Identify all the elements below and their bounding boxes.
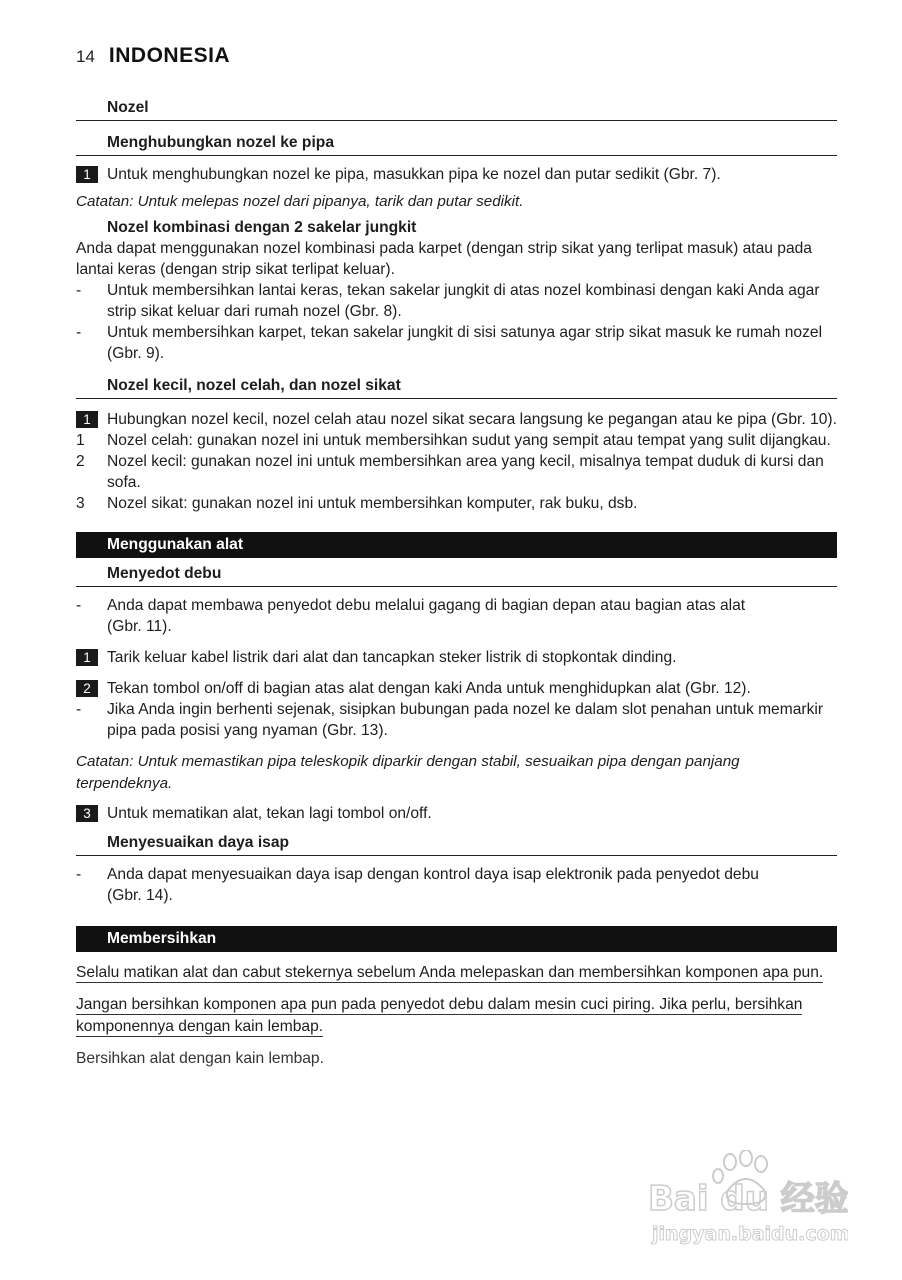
step-number-box: 3 — [76, 805, 98, 822]
page-header — [76, 44, 230, 68]
page-number: 14 — [76, 47, 95, 66]
bullet-suction-control: - Anda dapat menyesuaikan daya isap dengan kontrol daya isap elektronik pada penyedot debu (Gbr. 14). — [76, 866, 759, 904]
baidu-watermark — [648, 1150, 848, 1250]
subheading-connect-nozzle: Menghubungkan nozel ke pipa — [76, 133, 837, 156]
bullet-dash: - — [76, 701, 82, 718]
paragraph-combination-nozzle: Anda dapat menggunakan nozel kombinasi pada karpet (dengan strip sikat yang terlipat masuk) atau pada lantai keras (dengan strip sikat terlipat keluar). — [76, 240, 812, 278]
step-number-box: 1 — [76, 166, 98, 183]
list-item-brush-nozzle: 3 Nozel sikat: gunakan nozel ini untuk membersihkan komputer, rak buku, dsb. — [76, 495, 638, 512]
bullet-carpet: - Untuk membersihkan karpet, tekan sakelar jungkit di sisi satunya agar strip sikat masuk ke rumah nozel (Gbr. 9). — [76, 324, 823, 362]
step-text: Untuk menghubungkan nozel ke pipa, masukkan pipa ke nozel dan putar sedikit (Gbr. 7). — [107, 166, 721, 183]
page-language-title: INDONESIA — [108, 44, 231, 67]
step-number-box: 1 — [76, 649, 98, 666]
page-content — [76, 98, 837, 1069]
step-number-box: 1 — [76, 411, 98, 428]
step-plug-in: 1 Tarik keluar kabel listrik dari alat dan tancapkan steker listrik di stopkontak dinding. — [76, 647, 837, 668]
bullet-dash: - — [76, 324, 82, 341]
step-number-box: 2 — [76, 680, 98, 697]
bullet-dash: - — [76, 866, 82, 883]
subheading-suction-power: Menyesuaikan daya isap — [76, 833, 837, 856]
step-attach-small-nozzles: 1 Hubungkan nozel kecil, nozel celah atau nozel sikat secara langsung ke pegangan atau ke pipa (Gbr. 10). — [76, 409, 837, 430]
list-item-crevice-nozzle: 1 Nozel celah: gunakan nozel ini untuk membersihkan sudut yang sempit atau tempat yang sulit dijangkau. — [76, 432, 831, 449]
watermark-url: jingyan.baidu.com — [652, 1223, 848, 1245]
bullet-parking-slot: - Jika Anda ingin berhenti sejenak, sisipkan bubungan pada nozel ke dalam slot penahan untuk memarkir pipa pada posisi yang nyaman (Gbr. 13). — [76, 701, 824, 739]
watermark-brand: Bai du 经验 — [648, 1179, 848, 1219]
section-heading-using-appliance: Menggunakan alat — [76, 532, 837, 558]
warning-unplug: Selalu matikan alat dan cabut stekernya sebelum Anda melepaskan dan membersihkan komponen apa pun. — [76, 964, 824, 981]
section-heading-cleaning: Membersihkan — [76, 926, 837, 952]
bullet-hard-floor: - Untuk membersihkan lantai keras, tekan sakelar jungkit di atas nozel kombinasi dengan kaki Anda agar strip sikat keluar dari rumah nozel (Gbr. 8). — [76, 282, 820, 320]
baidu-paw-icon — [648, 1150, 848, 1250]
bullet-carry-handle: - Anda dapat membawa penyedot debu melalui gagang di bagian depan atau bagian atas alat (Gbr. 11). — [76, 597, 746, 635]
subheading-small-nozzles: Nozel kecil, nozel celah, dan nozel sikat — [76, 376, 837, 399]
section-heading-nozel: Nozel — [76, 98, 837, 121]
paragraph-clean-cloth: Bersihkan alat dengan kain lembap. — [76, 1050, 324, 1067]
step-connect-nozzle — [76, 164, 837, 185]
note-detach-nozzle: Catatan: Untuk melepas nozel dari pipanya, tarik dan putar sedikit. — [76, 193, 524, 210]
list-item-small-nozzle: 2 Nozel kecil: gunakan nozel ini untuk membersihkan area yang kecil, misalnya tempat duduk di kursi dan sofa. — [76, 453, 824, 491]
bullet-dash: - — [76, 597, 82, 614]
subheading-combination-nozzle: Nozel kombinasi dengan 2 sakelar jungkit — [107, 219, 417, 236]
step-switch-on: 2 Tekan tombol on/off di bagian atas alat dengan kaki Anda untuk menghidupkan alat (Gbr. 12). — [76, 678, 837, 699]
warning-dishwasher: Jangan bersihkan komponen apa pun pada penyedot debu dalam mesin cuci piring. Jika perlu, bersihkan komponennya dengan kain lembap. — [76, 996, 803, 1035]
bullet-dash: - — [76, 282, 82, 299]
note-telescopic-tube: Catatan: Untuk memastikan pipa teleskopik diparkir dengan stabil, sesuaikan pipa dengan panjang terpendeknya. — [76, 753, 740, 792]
step-switch-off: 3 Untuk mematikan alat, tekan lagi tombol on/off. — [76, 803, 837, 824]
subheading-vacuum-cleaning: Menyedot debu — [76, 564, 837, 587]
